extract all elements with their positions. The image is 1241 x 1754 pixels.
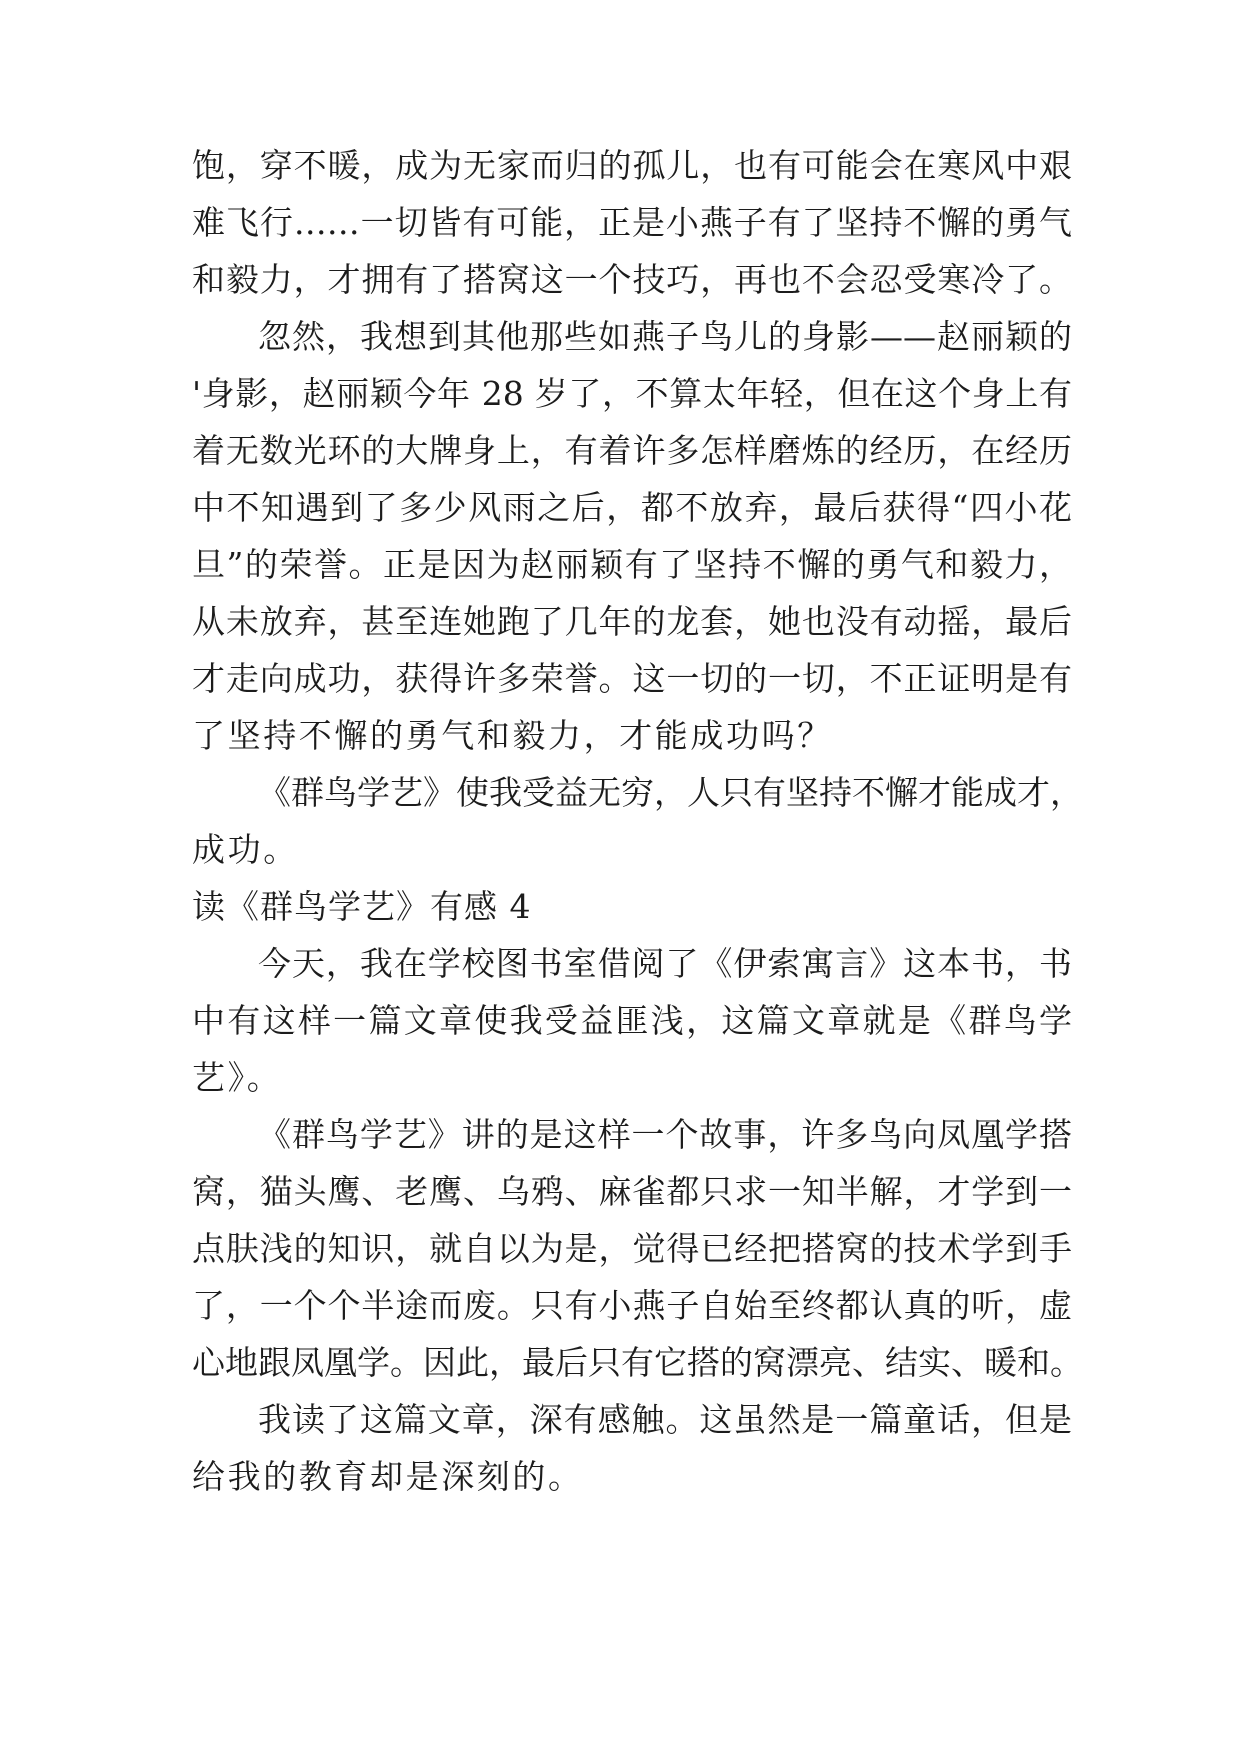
text-line: 从未放弃，甚至连她跑了几年的龙套，她也没有动摇，最后 xyxy=(192,602,1072,641)
paragraph-end-line: 给我的教育却是深刻的。 xyxy=(192,1457,584,1496)
text-line: 难飞行……一切皆有可能，正是小燕子有了坚持不懈的勇气 xyxy=(192,203,1072,242)
paragraph-end-line: 成功。 xyxy=(192,830,299,869)
text-line: '身影，赵丽颖今年 28 岁了，不算太年轻，但在这个身上有 xyxy=(192,374,1072,413)
text-line: 心地跟凤凰学。因此，最后只有它搭的窝漂亮、结实、暖和。 xyxy=(192,1343,1083,1382)
text-line: 中有这样一篇文章使我受益匪浅，这篇文章就是《群鸟学 xyxy=(192,1001,1072,1040)
paragraph-start-line: 忽然，我想到其他那些如燕子鸟儿的身影——赵丽颖的 xyxy=(258,317,1072,356)
text-line: 了，一个个半途而废。只有小燕子自始至终都认真的听，虚 xyxy=(192,1286,1072,1325)
section-heading: 读《群鸟学艺》有感 4 xyxy=(192,887,532,926)
text-line: 旦”的荣誉。正是因为赵丽颖有了坚持不懈的勇气和毅力， xyxy=(192,545,1072,584)
text-line: 才走向成功，获得许多荣誉。这一切的一切，不正证明是有 xyxy=(192,659,1072,698)
text-line: 中不知遇到了多少风雨之后，都不放弃，最后获得“四小花 xyxy=(192,488,1072,527)
paragraph-end-line: 艺》。 xyxy=(192,1058,283,1097)
paragraph-start-line: 《群鸟学艺》使我受益无穷，人只有坚持不懈才能成才， xyxy=(258,773,1083,812)
paragraph-end-line: 了坚持不懈的勇气和毅力，才能成功吗？ xyxy=(192,716,833,755)
paragraph-start-line: 今天，我在学校图书室借阅了《伊索寓言》这本书，书 xyxy=(258,944,1072,983)
text-line: 点肤浅的知识，就自以为是，觉得已经把搭窝的技术学到手 xyxy=(192,1229,1072,1268)
paragraph-start-line: 我读了这篇文章，深有感触。这虽然是一篇童话，但是 xyxy=(258,1400,1072,1439)
text-line: 饱，穿不暖，成为无家而归的孤儿，也有可能会在寒风中艰 xyxy=(192,146,1072,185)
text-line: 和毅力，才拥有了搭窝这一个技巧，再也不会忍受寒冷了。 xyxy=(192,260,1072,299)
text-line: 窝，猫头鹰、老鹰、乌鸦、麻雀都只求一知半解，才学到一 xyxy=(192,1172,1072,1211)
text-line: 着无数光环的大牌身上，有着许多怎样磨炼的经历，在经历 xyxy=(192,431,1072,470)
paragraph-start-line: 《群鸟学艺》讲的是这样一个故事，许多鸟向凤凰学搭 xyxy=(258,1115,1072,1154)
